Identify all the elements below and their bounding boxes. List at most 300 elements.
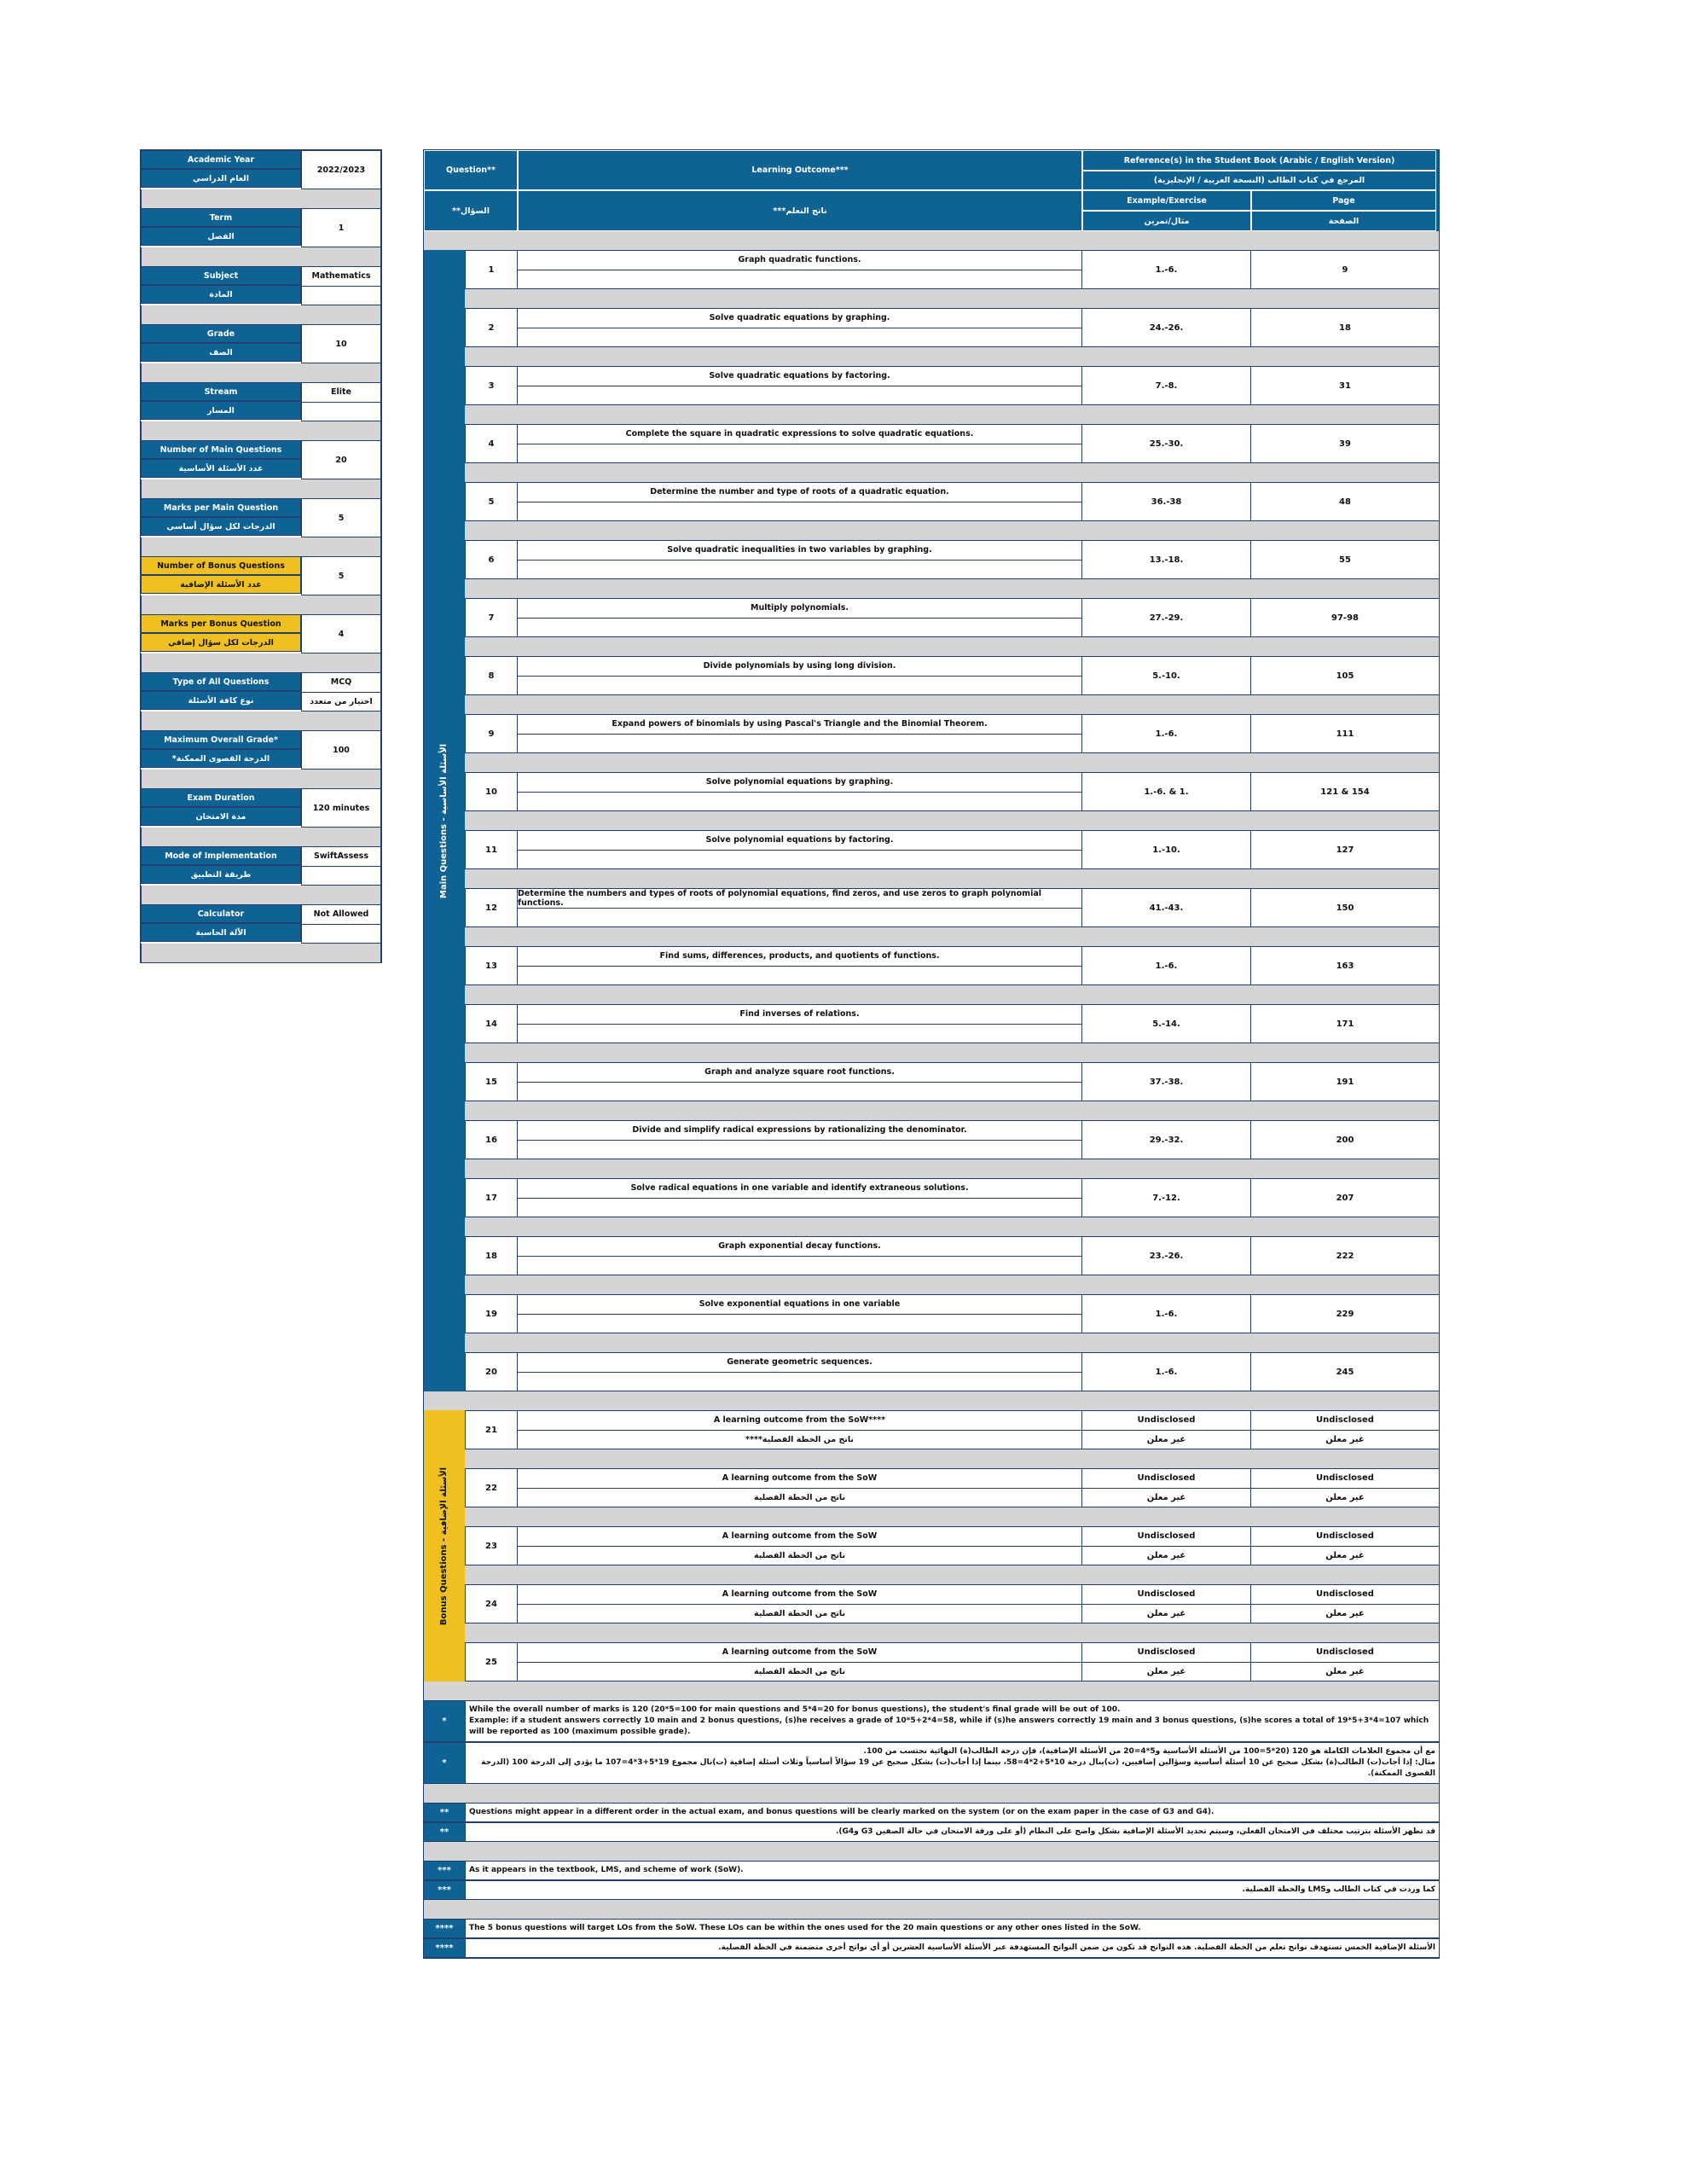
- example-exercise: [1082, 251, 1251, 288]
- example-exercise: [1082, 1527, 1251, 1565]
- gray-separator: [424, 1391, 1439, 1410]
- page-ref: [1251, 1353, 1439, 1391]
- row-gap: [465, 1449, 1439, 1468]
- example-value-ar: غير معلن: [1082, 1662, 1250, 1682]
- page-value: Undisclosed: [1316, 1531, 1374, 1542]
- learning-outcome-text: Solve quadratic inequalities in two variables by graphing.: [667, 545, 932, 555]
- page-value: 222: [1336, 1251, 1354, 1261]
- question-number: 25: [465, 1643, 518, 1681]
- example-value-ar: غير معلن: [1082, 1488, 1250, 1507]
- row-gap: [424, 1784, 1439, 1803]
- info-value: 10: [301, 324, 381, 363]
- example-exercise: [1082, 831, 1251, 868]
- table-row: [465, 1120, 1439, 1159]
- info-labels: [141, 208, 301, 247]
- question-number: 10: [465, 773, 518, 810]
- learning-outcome-empty: [518, 1256, 1081, 1275]
- note-row-ar: [424, 1822, 1439, 1842]
- example-value: 24.-26.: [1149, 322, 1184, 333]
- example-value: 23.-26.: [1149, 1251, 1184, 1261]
- info-label-en: Calculator: [141, 904, 301, 923]
- example-value: 1.-6.: [1155, 1367, 1178, 1377]
- info-row: [141, 382, 381, 421]
- info-label-ar: الدرجات لكل سؤال أساسي: [141, 517, 301, 536]
- learning-outcome: [518, 1411, 1082, 1449]
- exam-blueprint-table: [423, 149, 1440, 1959]
- note-symbol: ****: [424, 1939, 465, 1957]
- info-value: 2022/2023: [301, 150, 381, 189]
- row-gap: [465, 1565, 1439, 1584]
- example-exercise: [1082, 1179, 1251, 1217]
- info-row: [141, 266, 381, 305]
- row-gap: [465, 1159, 1439, 1178]
- learning-outcome-empty: [518, 1372, 1081, 1391]
- exam-info-panel: [140, 149, 382, 963]
- learning-outcome: [518, 1469, 1082, 1507]
- example-exercise: [1082, 1237, 1251, 1275]
- question-number: 2: [465, 309, 518, 346]
- note-symbol: ***: [424, 1862, 465, 1879]
- learning-outcome: [518, 773, 1082, 810]
- info-gap: [141, 653, 381, 672]
- learning-outcome-text: Graph quadratic functions.: [738, 255, 861, 265]
- row-gap: [465, 579, 1439, 598]
- info-value: [301, 904, 381, 944]
- learning-outcome-text: A learning outcome from the SoW: [722, 1589, 878, 1600]
- question-number: 15: [465, 1063, 518, 1101]
- row-gap: [465, 1623, 1439, 1642]
- learning-outcome: [518, 483, 1082, 520]
- learning-outcome-ar: ناتج من الخطة الفصلية****: [518, 1430, 1081, 1449]
- table-row: [465, 714, 1439, 753]
- example-exercise: [1082, 367, 1251, 404]
- learning-outcome: [518, 367, 1082, 404]
- example-exercise: [1082, 1005, 1251, 1043]
- page-value: Undisclosed: [1316, 1647, 1374, 1658]
- info-row: [141, 614, 381, 653]
- row-gap: [465, 463, 1439, 482]
- learning-outcome: [518, 947, 1082, 985]
- table-row: [465, 250, 1439, 289]
- info-value: [301, 266, 381, 305]
- note-row-ar: [424, 1880, 1439, 1900]
- page-ref: [1251, 947, 1439, 985]
- learning-outcome-empty: [518, 502, 1081, 521]
- info-labels: [141, 150, 301, 189]
- info-value-primary: SwiftAssess: [314, 851, 368, 862]
- note-row-en: [424, 1919, 1439, 1938]
- note-row-ar: [424, 1938, 1439, 1958]
- info-value-secondary: [302, 924, 380, 944]
- example-exercise: [1082, 1121, 1251, 1159]
- learning-outcome: [518, 1063, 1082, 1101]
- info-value-primary: Mathematics: [311, 271, 371, 282]
- note-symbol: ***: [424, 1881, 465, 1899]
- page-value: 171: [1336, 1019, 1354, 1029]
- page-value: 207: [1336, 1193, 1354, 1203]
- question-number: 4: [465, 425, 518, 462]
- row-gap: [465, 1507, 1439, 1526]
- page-value: 245: [1336, 1367, 1354, 1377]
- learning-outcome: [518, 657, 1082, 694]
- row-gap: [465, 405, 1439, 424]
- header-ref-en: Reference(s) in the Student Book (Arabic / English Version): [1082, 150, 1436, 171]
- info-label-ar: طريقة التطبيق: [141, 865, 301, 884]
- main-questions-label: Main Questions - الأسئلة الأساسية: [424, 250, 465, 1391]
- note-symbol: **: [424, 1823, 465, 1841]
- header-question-ar: السؤال**: [424, 190, 518, 231]
- question-number: 17: [465, 1179, 518, 1217]
- learning-outcome-empty: [518, 1024, 1081, 1043]
- header-example-ar: مثال/تمرين: [1082, 211, 1251, 231]
- info-row: [141, 498, 381, 537]
- note-row-en: [424, 1861, 1439, 1880]
- example-value: 1.-6.: [1155, 264, 1178, 275]
- note-symbol: *: [424, 1743, 465, 1783]
- learning-outcome: [518, 599, 1082, 636]
- example-exercise: [1082, 1643, 1251, 1681]
- note-row-ar: [424, 1742, 1439, 1784]
- info-row: [141, 208, 381, 247]
- page-ref: [1251, 483, 1439, 520]
- note-text-en: While the overall number of marks is 120 (20*5=100 for main questions and 5*4=20 for bonus questions), the student's final grade will be out of 100. Example: if a student answers correctly 10 main and 2 bonus questions, (s)he receives a grade of 10*5+2*4=58, while if (s)he answers correctly 19 main and 3 bonus questions, (s)he scores a total of 19*5+3*4=107 which will be reported as 100 (maximum possible grade).: [465, 1701, 1439, 1741]
- page-value: Undisclosed: [1316, 1589, 1374, 1600]
- example-value: Undisclosed: [1137, 1647, 1196, 1658]
- learning-outcome-empty: [518, 676, 1081, 695]
- example-value: 1.-6.: [1155, 1309, 1178, 1319]
- info-value: 100: [301, 730, 381, 770]
- example-value: 27.-29.: [1149, 613, 1184, 623]
- row-gap: [465, 811, 1439, 830]
- learning-outcome: [518, 831, 1082, 868]
- page-value: 121 & 154: [1320, 787, 1370, 797]
- learning-outcome-empty: [518, 444, 1081, 463]
- table-row: [465, 1004, 1439, 1043]
- page-value-ar: غير معلن: [1251, 1430, 1439, 1449]
- learning-outcome-text: Find sums, differences, products, and quotients of functions.: [659, 951, 940, 961]
- example-exercise: [1082, 599, 1251, 636]
- page-ref: [1251, 1643, 1439, 1681]
- info-label-en: Type of All Questions: [141, 672, 301, 691]
- info-gap: [141, 537, 381, 556]
- learning-outcome-text: A learning outcome from the SoW: [722, 1473, 878, 1484]
- example-value: 1.-6.: [1155, 961, 1178, 971]
- question-number: 13: [465, 947, 518, 985]
- question-number: 22: [465, 1469, 518, 1507]
- info-labels: [141, 440, 301, 479]
- info-labels: [141, 556, 301, 595]
- info-gap: [141, 189, 381, 208]
- page-ref: [1251, 309, 1439, 346]
- question-number: 1: [465, 251, 518, 288]
- page-value: Undisclosed: [1316, 1473, 1374, 1484]
- example-exercise: [1082, 1585, 1251, 1623]
- row-gap: [465, 1333, 1439, 1352]
- info-label-en: Grade: [141, 324, 301, 343]
- learning-outcome-empty: [518, 618, 1081, 637]
- bonus-questions-rows: [465, 1410, 1439, 1682]
- question-number: 19: [465, 1295, 518, 1333]
- info-value: [301, 672, 381, 712]
- table-row: [465, 888, 1439, 927]
- learning-outcome-empty: [518, 560, 1081, 579]
- learning-outcome-empty: [518, 908, 1081, 926]
- page-value: 163: [1336, 961, 1354, 971]
- header-page-en: Page: [1251, 190, 1436, 211]
- learning-outcome: [518, 1585, 1082, 1623]
- info-row: [141, 440, 381, 479]
- example-exercise: [1082, 889, 1251, 926]
- info-gap: [141, 247, 381, 266]
- page-ref: [1251, 1237, 1439, 1275]
- table-row: [465, 1468, 1439, 1507]
- note-symbol: **: [424, 1804, 465, 1821]
- question-number: 3: [465, 367, 518, 404]
- info-value: 4: [301, 614, 381, 653]
- main-questions-section: [424, 250, 1439, 1391]
- learning-outcome-ar: ناتج من الخطة الفصلية: [518, 1604, 1081, 1623]
- info-label-ar: نوع كافة الأسئلة: [141, 691, 301, 710]
- learning-outcome-text: Solve polynomial equations by graphing.: [705, 777, 894, 787]
- bonus-questions-section: [424, 1410, 1439, 1682]
- info-value: [301, 846, 381, 886]
- learning-outcome-text: Find inverses of relations.: [739, 1009, 860, 1019]
- info-labels: [141, 614, 301, 653]
- learning-outcome: [518, 309, 1082, 346]
- learning-outcome-text: Generate geometric sequences.: [727, 1357, 872, 1368]
- example-value: 37.-38.: [1149, 1077, 1184, 1087]
- page-ref: [1251, 1179, 1439, 1217]
- learning-outcome-text: Solve quadratic equations by graphing.: [709, 313, 890, 323]
- info-row: [141, 788, 381, 828]
- info-labels: [141, 498, 301, 537]
- page-ref: [1251, 715, 1439, 752]
- page-value-ar: غير معلن: [1251, 1546, 1439, 1565]
- learning-outcome-text: Solve quadratic equations by factoring.: [709, 371, 890, 381]
- header-lo-ar: ناتج التعلم***: [518, 190, 1082, 231]
- learning-outcome-text: Solve radical equations in one variable and identify extraneous solutions.: [630, 1183, 969, 1194]
- note-row-en: [424, 1700, 1439, 1742]
- table-row: [465, 1410, 1439, 1449]
- info-gap: [141, 363, 381, 382]
- note-symbol: *: [424, 1701, 465, 1741]
- learning-outcome-empty: [518, 1082, 1081, 1101]
- question-number: 21: [465, 1411, 518, 1449]
- info-row: [141, 846, 381, 886]
- learning-outcome-empty: [518, 386, 1081, 405]
- info-label-ar: الآلة الحاسبة: [141, 923, 301, 942]
- table-row: [465, 1236, 1439, 1275]
- page-value: 191: [1336, 1077, 1354, 1087]
- example-exercise: [1082, 425, 1251, 462]
- example-value: 7.-8.: [1155, 380, 1178, 391]
- example-value: Undisclosed: [1137, 1415, 1196, 1426]
- question-number: 12: [465, 889, 518, 926]
- question-number: 11: [465, 831, 518, 868]
- page-value-ar: غير معلن: [1251, 1662, 1439, 1682]
- info-gap: [141, 712, 381, 730]
- row-gap: [465, 869, 1439, 888]
- info-gap: [141, 944, 381, 962]
- question-number: 23: [465, 1527, 518, 1565]
- row-gap: [465, 1043, 1439, 1062]
- info-row: [141, 730, 381, 770]
- page-ref: [1251, 831, 1439, 868]
- learning-outcome: [518, 1237, 1082, 1275]
- info-row: [141, 904, 381, 944]
- table-row: [465, 1642, 1439, 1682]
- header-question-en: Question**: [424, 150, 518, 190]
- info-label-en: Marks per Main Question: [141, 498, 301, 517]
- info-value: 5: [301, 556, 381, 595]
- page-value: 200: [1336, 1135, 1354, 1145]
- page-ref: [1251, 1063, 1439, 1101]
- note-row-en: [424, 1803, 1439, 1822]
- learning-outcome-text: Determine the numbers and types of roots of polynomial equations, find zeros, and use zeros to graph polynomial functions.: [518, 889, 1041, 908]
- table-row: [465, 424, 1439, 463]
- gray-separator: [424, 231, 1439, 250]
- page-value: 48: [1339, 497, 1351, 507]
- question-number: 8: [465, 657, 518, 694]
- question-number: 6: [465, 541, 518, 578]
- info-row: [141, 672, 381, 712]
- notes-section: [424, 1700, 1439, 1958]
- learning-outcome-text: Multiply polynomials.: [751, 603, 849, 613]
- row-gap: [465, 289, 1439, 308]
- info-value-secondary: [302, 866, 380, 886]
- learning-outcome-text: Complete the square in quadratic expressions to solve quadratic equations.: [625, 429, 974, 439]
- page-value-ar: غير معلن: [1251, 1604, 1439, 1623]
- learning-outcome-text: Divide polynomials by using long division.: [703, 661, 896, 671]
- table-row: [465, 482, 1439, 521]
- row-gap: [465, 1101, 1439, 1120]
- example-value: 13.-18.: [1149, 555, 1184, 565]
- page-ref: [1251, 1527, 1439, 1565]
- learning-outcome-empty: [518, 966, 1081, 985]
- example-value: Undisclosed: [1137, 1589, 1196, 1600]
- page-value: 31: [1339, 380, 1351, 391]
- learning-outcome-empty: [518, 328, 1081, 347]
- row-gap: [465, 347, 1439, 366]
- note-text-en: As it appears in the textbook, LMS, and scheme of work (SoW).: [465, 1862, 1439, 1879]
- info-labels: [141, 730, 301, 770]
- learning-outcome: [518, 1121, 1082, 1159]
- header-page-ar: الصفحة: [1251, 211, 1436, 231]
- info-label-ar: عدد الأسئلة الأساسية: [141, 459, 301, 478]
- row-gap: [424, 1900, 1439, 1919]
- page-ref: [1251, 1295, 1439, 1333]
- table-row: [465, 1294, 1439, 1333]
- info-label-en: Number of Main Questions: [141, 440, 301, 459]
- example-value: 7.-12.: [1152, 1193, 1180, 1203]
- learning-outcome: [518, 1643, 1082, 1681]
- info-labels: [141, 672, 301, 712]
- info-label-ar: العام الدراسي: [141, 169, 301, 188]
- example-value-ar: غير معلن: [1082, 1546, 1250, 1565]
- row-gap: [465, 521, 1439, 540]
- example-exercise: [1082, 1469, 1251, 1507]
- learning-outcome: [518, 541, 1082, 578]
- info-label-en: Term: [141, 208, 301, 227]
- info-gap: [141, 421, 381, 440]
- example-exercise: [1082, 1353, 1251, 1391]
- info-label-en: Academic Year: [141, 150, 301, 169]
- info-labels: [141, 266, 301, 305]
- info-label-ar: الدرجات لكل سؤال إضافي: [141, 633, 301, 652]
- table-row: [465, 366, 1439, 405]
- table-row: [465, 656, 1439, 695]
- info-labels: [141, 788, 301, 828]
- learning-outcome-ar: ناتج من الخطة الفصلية: [518, 1546, 1081, 1565]
- learning-outcome-text: A learning outcome from the SoW: [722, 1647, 878, 1658]
- page-ref: [1251, 425, 1439, 462]
- example-value: 1.-6.: [1155, 729, 1178, 739]
- learning-outcome-text: Graph exponential decay functions.: [718, 1241, 881, 1252]
- example-exercise: [1082, 657, 1251, 694]
- example-exercise: [1082, 1295, 1251, 1333]
- info-label-en: Marks per Bonus Question: [141, 614, 301, 633]
- header-ref-ar: المرجع في كتاب الطالب (النسخة العربية / الإنجليزية): [1082, 171, 1436, 190]
- info-gap: [141, 886, 381, 904]
- learning-outcome: [518, 1005, 1082, 1043]
- info-label-en: Mode of Implementation: [141, 846, 301, 865]
- note-text-en: The 5 bonus questions will target LOs from the SoW. These LOs can be within the ones used for the 20 main questions or any other ones listed in the SoW.: [465, 1920, 1439, 1937]
- note-text-en: Questions might appear in a different order in the actual exam, and bonus questions will be clearly marked on the system (or on the exam paper in the case of G3 and G4).: [465, 1804, 1439, 1821]
- question-number: 16: [465, 1121, 518, 1159]
- example-value: 36.-38: [1151, 497, 1182, 507]
- row-gap: [465, 753, 1439, 772]
- info-value: 120 minutes: [301, 788, 381, 828]
- question-number: 5: [465, 483, 518, 520]
- table-header: [424, 150, 1439, 231]
- header-example-en: Example/Exercise: [1082, 190, 1251, 211]
- header-lo-en: Learning Outcome***: [518, 150, 1082, 190]
- info-row: [141, 150, 381, 189]
- info-labels: [141, 904, 301, 944]
- info-label-ar: مدة الامتحان: [141, 807, 301, 826]
- page-value: 229: [1336, 1309, 1354, 1319]
- learning-outcome-empty: [518, 850, 1081, 869]
- info-label-en: Stream: [141, 382, 301, 401]
- info-label-en: Exam Duration: [141, 788, 301, 807]
- learning-outcome: [518, 1353, 1082, 1391]
- question-number: 7: [465, 599, 518, 636]
- learning-outcome: [518, 1179, 1082, 1217]
- learning-outcome: [518, 1527, 1082, 1565]
- main-questions-rows: [465, 250, 1439, 1391]
- info-label-ar: عدد الأسئلة الإضافية: [141, 575, 301, 594]
- example-value-ar: غير معلن: [1082, 1430, 1250, 1449]
- info-labels: [141, 324, 301, 363]
- page-value: 150: [1336, 903, 1354, 913]
- example-value: Undisclosed: [1137, 1531, 1196, 1542]
- info-label-ar: الفصل: [141, 227, 301, 246]
- info-value: 5: [301, 498, 381, 537]
- note-text-ar: قد تظهر الأسئلة بترتيب مختلف في الامتحان الفعلي، وسيتم تحديد الأسئلة الإضافية بشكل واضح على النظام (أو على ورقة الامتحان في حالة الصفين G3 وG4).: [465, 1823, 1439, 1841]
- example-value: 5.-10.: [1152, 671, 1180, 681]
- info-value: [301, 382, 381, 421]
- example-value: 1.-10.: [1152, 845, 1180, 855]
- learning-outcome-text: Solve polynomial equations by factoring.: [705, 835, 894, 845]
- page-value: 127: [1336, 845, 1354, 855]
- learning-outcome: [518, 715, 1082, 752]
- example-value: 25.-30.: [1149, 439, 1184, 449]
- info-gap: [141, 479, 381, 498]
- page-value-ar: غير معلن: [1251, 1488, 1439, 1507]
- question-number: 14: [465, 1005, 518, 1043]
- learning-outcome-text: Graph and analyze square root functions.: [704, 1067, 895, 1077]
- table-row: [465, 830, 1439, 869]
